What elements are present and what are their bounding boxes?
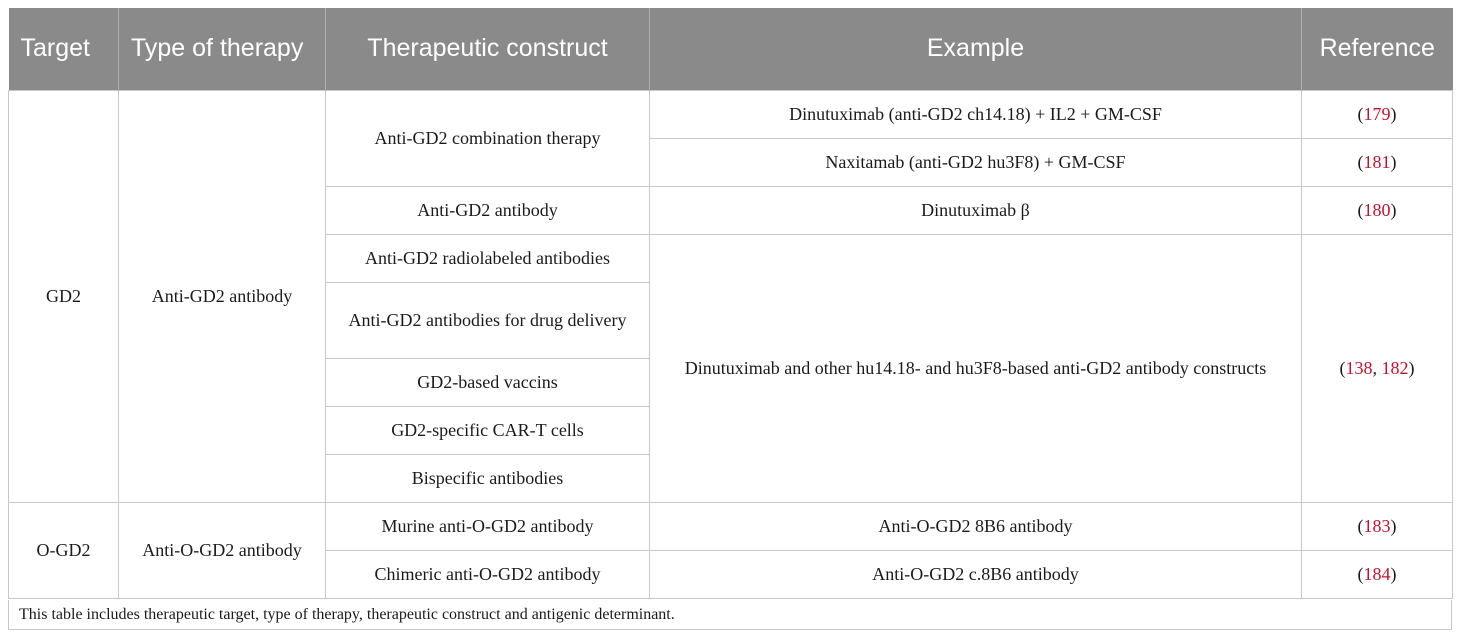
header-row [9, 8, 1453, 90]
cell-target-gd2: GD2 [9, 90, 119, 502]
header-type-of-therapy: Type of therapy [119, 8, 326, 90]
cell-construct: Anti-GD2 antibody [326, 186, 650, 234]
table-row [9, 502, 1453, 550]
cell-example: Naxitamab (anti-GD2 hu3F8) + GM-CSF [650, 138, 1302, 186]
cell-reference: (181) [1302, 138, 1453, 186]
therapy-table [8, 8, 1453, 599]
header-therapeutic-construct: Therapeutic construct [326, 8, 650, 90]
table-footnote: This table includes therapeutic target, type of therapy, therapeutic construct and antigenic determinant. [8, 600, 1452, 630]
cell-reference: (184) [1302, 550, 1453, 598]
cell-example: Dinutuximab β [650, 186, 1302, 234]
reference-link[interactable]: 180 [1363, 200, 1391, 220]
cell-example: Anti-O-GD2 c.8B6 antibody [650, 550, 1302, 598]
cell-construct: Anti-GD2 combination therapy [326, 90, 650, 186]
reference-link[interactable]: 181 [1363, 152, 1391, 172]
cell-construct: GD2-based vaccins [326, 358, 650, 406]
cell-example: Dinutuximab and other hu14.18- and hu3F8-based anti-GD2 antibody constructs [650, 234, 1302, 502]
cell-example: Anti-O-GD2 8B6 antibody [650, 502, 1302, 550]
table-row [9, 90, 1453, 138]
cell-construct: Anti-GD2 radiolabeled antibodies [326, 234, 650, 282]
reference-link[interactable]: 179 [1363, 104, 1391, 124]
cell-target-ogd2: O-GD2 [9, 502, 119, 598]
cell-construct: Anti-GD2 antibodies for drug delivery [326, 282, 650, 358]
cell-construct: Murine anti-O-GD2 antibody [326, 502, 650, 550]
cell-reference: (180) [1302, 186, 1453, 234]
cell-reference: (138, 182) [1302, 234, 1453, 502]
cell-construct: Bispecific antibodies [326, 454, 650, 502]
cell-type-gd2: Anti-GD2 antibody [119, 90, 326, 502]
reference-link[interactable]: 182 [1381, 358, 1409, 378]
reference-link[interactable]: 138 [1345, 358, 1373, 378]
cell-construct: Chimeric anti-O-GD2 antibody [326, 550, 650, 598]
reference-link[interactable]: 183 [1363, 516, 1391, 536]
cell-construct: GD2-specific CAR-T cells [326, 406, 650, 454]
cell-reference: (183) [1302, 502, 1453, 550]
cell-example: Dinutuximab (anti-GD2 ch14.18) + IL2 + GM-CSF [650, 90, 1302, 138]
header-reference: Reference [1302, 8, 1453, 90]
cell-type-ogd2: Anti-O-GD2 antibody [119, 502, 326, 598]
header-target: Target [9, 8, 119, 90]
reference-link[interactable]: 184 [1363, 564, 1391, 584]
cell-reference: (179) [1302, 90, 1453, 138]
header-example: Example [650, 8, 1302, 90]
